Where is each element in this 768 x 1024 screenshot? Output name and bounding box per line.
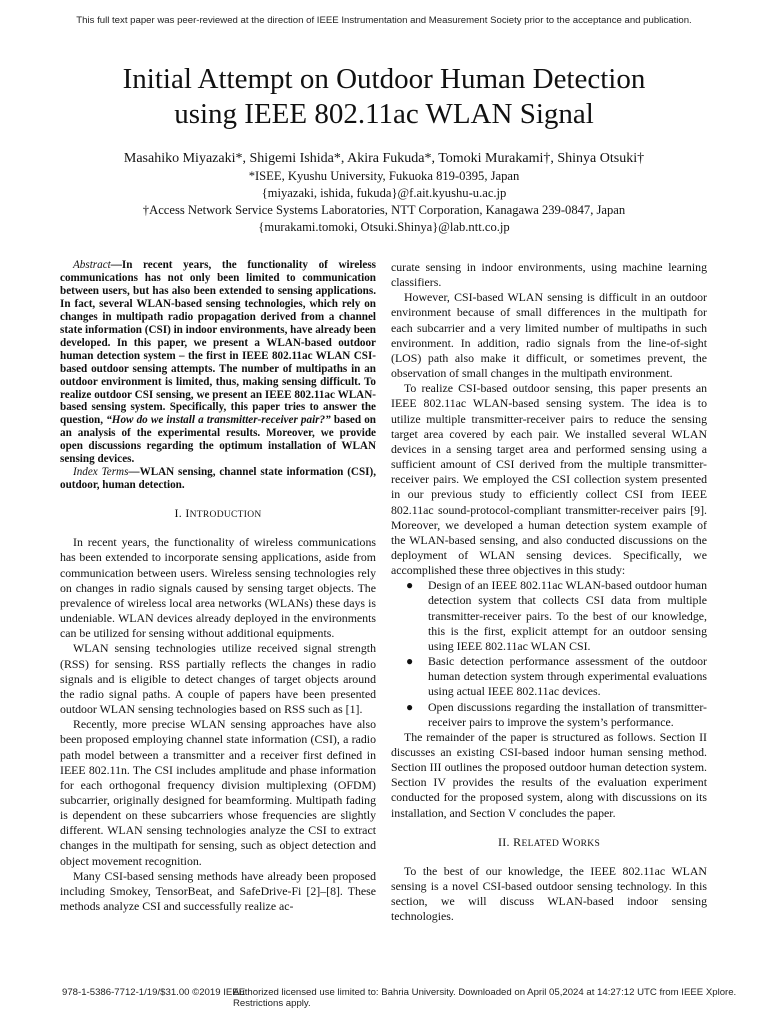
section-title-initial: R — [513, 834, 522, 849]
intro-paragraph-4: Many CSI-based sensing methods have already been proposed including Smokey, TensorBeat, and SafeDrive-Fi [2]–[8]. These methods analyze CSI and successfully realize ac- — [60, 868, 376, 914]
list-item — [404, 578, 707, 654]
bullet-icon: ● — [406, 578, 414, 593]
intro-paragraph-4-continued: curate sensing in indoor environments, using machine learning classifiers. — [391, 260, 707, 290]
left-column — [60, 259, 376, 914]
abstract-question: “How do we install a transmitter-receiver pair?” — [106, 414, 331, 427]
section-number: I. — [174, 506, 186, 521]
abstract — [60, 259, 376, 466]
license-footer: Authorized licensed use limited to: Bahria University. Downloaded on April 05,2024 at 14:27:12 UTC from IEEE Xplore. Restrictions apply. — [233, 987, 737, 1009]
section-heading-introduction — [60, 506, 376, 523]
section-heading-related-works — [391, 835, 707, 852]
right-column — [391, 260, 707, 925]
intro-paragraph-7: The remainder of the paper is structured as follows. Section II discusses an existing CSI-based indoor human sensing method. Section III outlines the proposed outdoor human detection system. Section IV provides the results of the evaluation experiment conducted for the proposed system, along with discussions on its installation, and Section V concludes the paper. — [391, 729, 707, 820]
section-title-rest: ELATED — [521, 838, 562, 849]
affiliation-2: †Access Network Service Systems Laboratories, NTT Corporation, Kanagawa 239-0847, Japan — [142, 203, 626, 217]
email-1: {miyazaki, ishida, fukuda}@f.ait.kyushu-u.ac.jp — [261, 186, 507, 200]
list-item — [404, 700, 707, 730]
index-terms — [60, 466, 376, 492]
abstract-lead: Abstract — [73, 259, 111, 271]
section-title-initial-2: W — [561, 834, 574, 849]
paper-title — [40, 62, 728, 132]
peer-review-notice: This full text paper was peer-reviewed at the direction of IEEE Instrumentation and Measurement Society prior to the acceptance and publication. — [76, 15, 692, 26]
affiliation-1: *ISEE, Kyushu University, Fukuoka 819-0395, Japan — [248, 169, 520, 183]
related-works-paragraph-1: To the best of our knowledge, the IEEE 802.11ac WLAN sensing is a novel CSI-based outdoor sensing technology. In this section, we will discuss WLAN-based indoor sensing technologies. — [391, 863, 707, 924]
intro-paragraph-3: Recently, more precise WLAN sensing approaches have also been proposed employing channel state information (CSI), a radio path model between a transmitter and a receiver first defined in IEEE 802.11n. The CSI includes amplitude and phase information for each orthogonal frequency division multiplexing (OFDM) subcarrier, originally designed for beamforming. Multipath fading is dependent on these subcarriers whose frequencies are slightly different. WLAN sensing technologies analyze the CSI to extract changes in the multipath for sensing, such as object detection and object movement recognition. — [60, 717, 376, 868]
intro-paragraph-1: In recent years, the functionality of wireless communications has been extended to incorporate sensing applications, aside from communication between users. Wireless sensing technologies rely on changes in radio signals caused by sensing target objects. The prevalence of wireless local area networks (WLANs) these days is undeniable. WLAN devices already deployed in the environments can be utilized for sensing without additional equipments. — [60, 535, 376, 641]
index-terms-text: —WLAN sensing, channel state information (CSI), outdoor, human detection. — [60, 466, 377, 492]
bullet-icon: ● — [406, 654, 414, 669]
list-item-text: Design of an IEEE 802.11ac WLAN-based outdoor human detection system that collects CSI data from multiple transmitter-receiver pairs. To the best of our knowledge, this is the first, explicit attempt for an outdoor sensing using IEEE 802.11ac WLAN CSI. — [428, 578, 707, 653]
intro-paragraph-2: WLAN sensing technologies utilize received signal strength (RSS) for sensing. RSS partially reflects the changes in radio signals and is eligible to detect changes of target objects around the radio signal paths. A couple of papers have been presented outdoor WLAN sensing technologies based on RSS such as [1]. — [60, 641, 376, 717]
bullet-icon: ● — [406, 699, 414, 714]
objectives-list — [391, 578, 707, 730]
list-item-text: Basic detection performance assessment of the outdoor human detection system through experimental evaluations using actual IEEE 802.11ac devices. — [428, 654, 707, 699]
author-names: Masahiko Miyazaki*, Shigemi Ishida*, Akira Fukuda*, Tomoki Murakami†, Shinya Otsuki† — [123, 151, 645, 166]
index-terms-lead: Index Terms — [73, 466, 129, 479]
list-item — [404, 654, 707, 699]
section-title-initial: I — [185, 506, 190, 521]
abstract-text-2: based on an analysis of the experimental results. Moreover, we provide open discussions regarding the optimum installation of WLAN sensing devices. — [60, 414, 376, 466]
section-title-rest: NTRODUCTION — [189, 510, 262, 521]
section-title-rest-2: ORKS — [573, 838, 601, 849]
author-block — [40, 150, 728, 236]
email-2: {murakami.tomoki, Otsuki.Shinya}@lab.ntt.co.jp — [258, 220, 510, 234]
intro-paragraph-6: To realize CSI-based outdoor sensing, this paper presents an IEEE 802.11ac WLAN-based sensing system. The idea is to utilize multiple transmitter-receiver pairs to reduce the sensing target area covered by each pair. We installed several WLAN devices in a sensing target area and performed sensing using a sufficient amount of CSI derived from the multiple transmitter-receiver pairs. We employed the CSI collection system presented in our previous study to efficiently collect CSI from IEEE 802.11ac sound-protocol-compliant transmitter-receiver pairs [9]. Moreover, we developed a human detection system example of the WLAN-based sensing, and also conducted discussions on the deployment of WLAN sensing devices. Specifically, we accomplished these three objectives in this study: — [391, 381, 707, 578]
abstract-text-1: —In recent years, the functionality of wireless communications has not only been limited to communication between users, but has also been extended to sensing applications. In fact, several WLAN-based sensing technologies, which rely on changes in multipath radio propagation derived from a channel state information (CSI) in indoor environments, have already been developed. In this paper, we present a WLAN-based outdoor human detection system – the first in IEEE 802.11ac WLAN CSI-based outdoor sensing attempts. The number of multipaths in an outdoor environment is limited, thus, making sensing difficult. To realize outdoor CSI sensing, we present an IEEE 802.11ac WLAN-based sensing system. Specifically, this paper tries to answer the question, — [60, 259, 376, 427]
copyright-footer: 978-1-5386-7712-1/19/$31.00 ©2019 IEEE — [62, 987, 246, 998]
intro-paragraph-5: However, CSI-based WLAN sensing is difficult in an outdoor environment because of small differences in the multipath for each subcarrier and a very limited number of multipaths in such environment. In addition, radio signals from the line-of-sight (LOS) path also make it difficult, or sometimes prevent, the observation of small changes in the multipath environment. — [391, 290, 707, 381]
section-number: II. — [497, 834, 514, 849]
list-item-text: Open discussions regarding the installation of transmitter-receiver pairs to improve the system’s performance. — [428, 699, 707, 729]
title-line-2: using IEEE 802.11ac WLAN Signal — [174, 98, 594, 130]
title-line-1: Initial Attempt on Outdoor Human Detection — [122, 63, 646, 95]
